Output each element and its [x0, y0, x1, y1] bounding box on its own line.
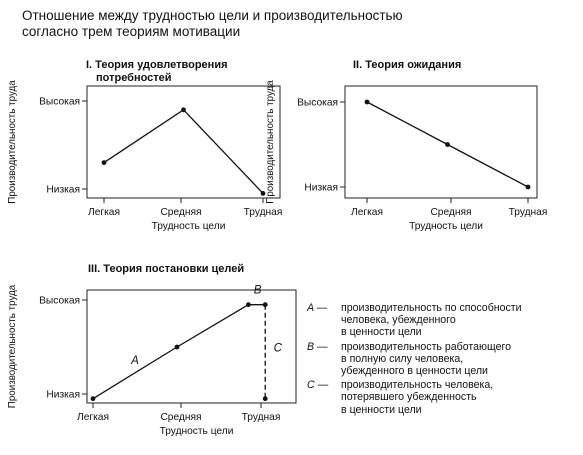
- chart-1-data-point: [102, 160, 107, 165]
- legend-line: человека, убежденного: [341, 314, 456, 327]
- legend-item-b: [307, 341, 577, 378]
- chart-2-y-tick-label: Высокая: [297, 97, 338, 109]
- legend-line: производительность работающего: [341, 340, 511, 353]
- chart-3-data-point: [175, 345, 180, 350]
- chart-3-annotation-c: C: [273, 342, 282, 355]
- legend-line: в полную силу человека,: [341, 352, 464, 365]
- chart-1-x-tick-label: Средняя: [160, 207, 202, 218]
- chart-3-x-tick-label: Трудная: [241, 412, 281, 423]
- chart-3-data-point: [263, 396, 268, 401]
- chart-3-y-tick-label: Низкая: [46, 389, 80, 401]
- chart-2-x-tick-label: Трудная: [508, 207, 548, 218]
- chart-1-y-axis-label: Производительность труда: [7, 80, 18, 204]
- chart-2-data-point: [365, 100, 370, 105]
- chart-2-x-axis-label: Трудность цели: [409, 221, 483, 232]
- chart-2-x-tick-label: Средняя: [430, 207, 472, 218]
- chart-3-title-line: III. Теория постановки целей: [88, 263, 245, 275]
- legend-line: в ценности цели: [341, 403, 422, 416]
- legend-item-a: [307, 302, 577, 339]
- chart-3-y-axis-label: Производительность труда: [7, 284, 18, 409]
- legend-line: производительность человека,: [341, 379, 494, 392]
- figure-title-line: Отношение между трудностью цели и производительностью: [22, 8, 403, 23]
- chart-1-x-tick-label: Легкая: [88, 207, 120, 218]
- chart-3-y-tick-label: Высокая: [39, 295, 80, 307]
- legend-line: потерявшего убежденность: [341, 391, 477, 404]
- chart-3-x-tick-label: Средняя: [160, 412, 202, 423]
- chart-2-title-line: II. Теория ожидания: [353, 59, 462, 71]
- figure-title-line: согласно трем теориям мотивации: [22, 24, 241, 39]
- chart-1-title-line: I. Теория удовлетворения: [86, 59, 228, 71]
- chart-1-title-line: потребностей: [96, 72, 172, 84]
- chart-3-series-line: [93, 305, 265, 399]
- chart-1-x-axis-label: Трудность цели: [151, 221, 226, 232]
- legend: [307, 302, 577, 418]
- legend-line: в ценности цели: [341, 326, 422, 339]
- chart-3-x-axis-label: Трудность цели: [159, 426, 234, 437]
- legend-letter: A —: [307, 302, 328, 314]
- chart-2-y-tick-label: Низкая: [304, 182, 338, 194]
- chart-1-y-tick-label: Низкая: [46, 184, 80, 196]
- legend-line: убежденного в ценности цели: [341, 365, 488, 378]
- chart-2-y-axis-label: Производительность труда: [265, 80, 276, 204]
- legend-letter: C —: [307, 379, 329, 392]
- chart-3-data-point: [91, 396, 96, 401]
- legend-letter: B —: [307, 340, 328, 353]
- chart-3-x-tick-label: Легкая: [77, 412, 109, 423]
- chart-1-series-line: [104, 110, 263, 194]
- legend-item-c: [307, 379, 577, 416]
- chart-1-y-tick-label: Высокая: [39, 96, 80, 108]
- chart-3-data-point: [263, 302, 268, 307]
- chart-2-plot-frame: [345, 86, 537, 198]
- chart-3-data-point: [246, 302, 251, 307]
- chart-2-data-point: [445, 142, 450, 147]
- chart-1-x-tick-label: Трудная: [243, 207, 283, 218]
- chart-2-data-point: [526, 185, 531, 190]
- chart-1-data-point: [181, 107, 186, 112]
- chart-3-annotation-b: B: [253, 284, 262, 297]
- chart-3-annotation-a: A: [131, 354, 139, 367]
- legend-line: производительность по способности: [341, 302, 522, 314]
- chart-2-x-tick-label: Легкая: [351, 207, 383, 218]
